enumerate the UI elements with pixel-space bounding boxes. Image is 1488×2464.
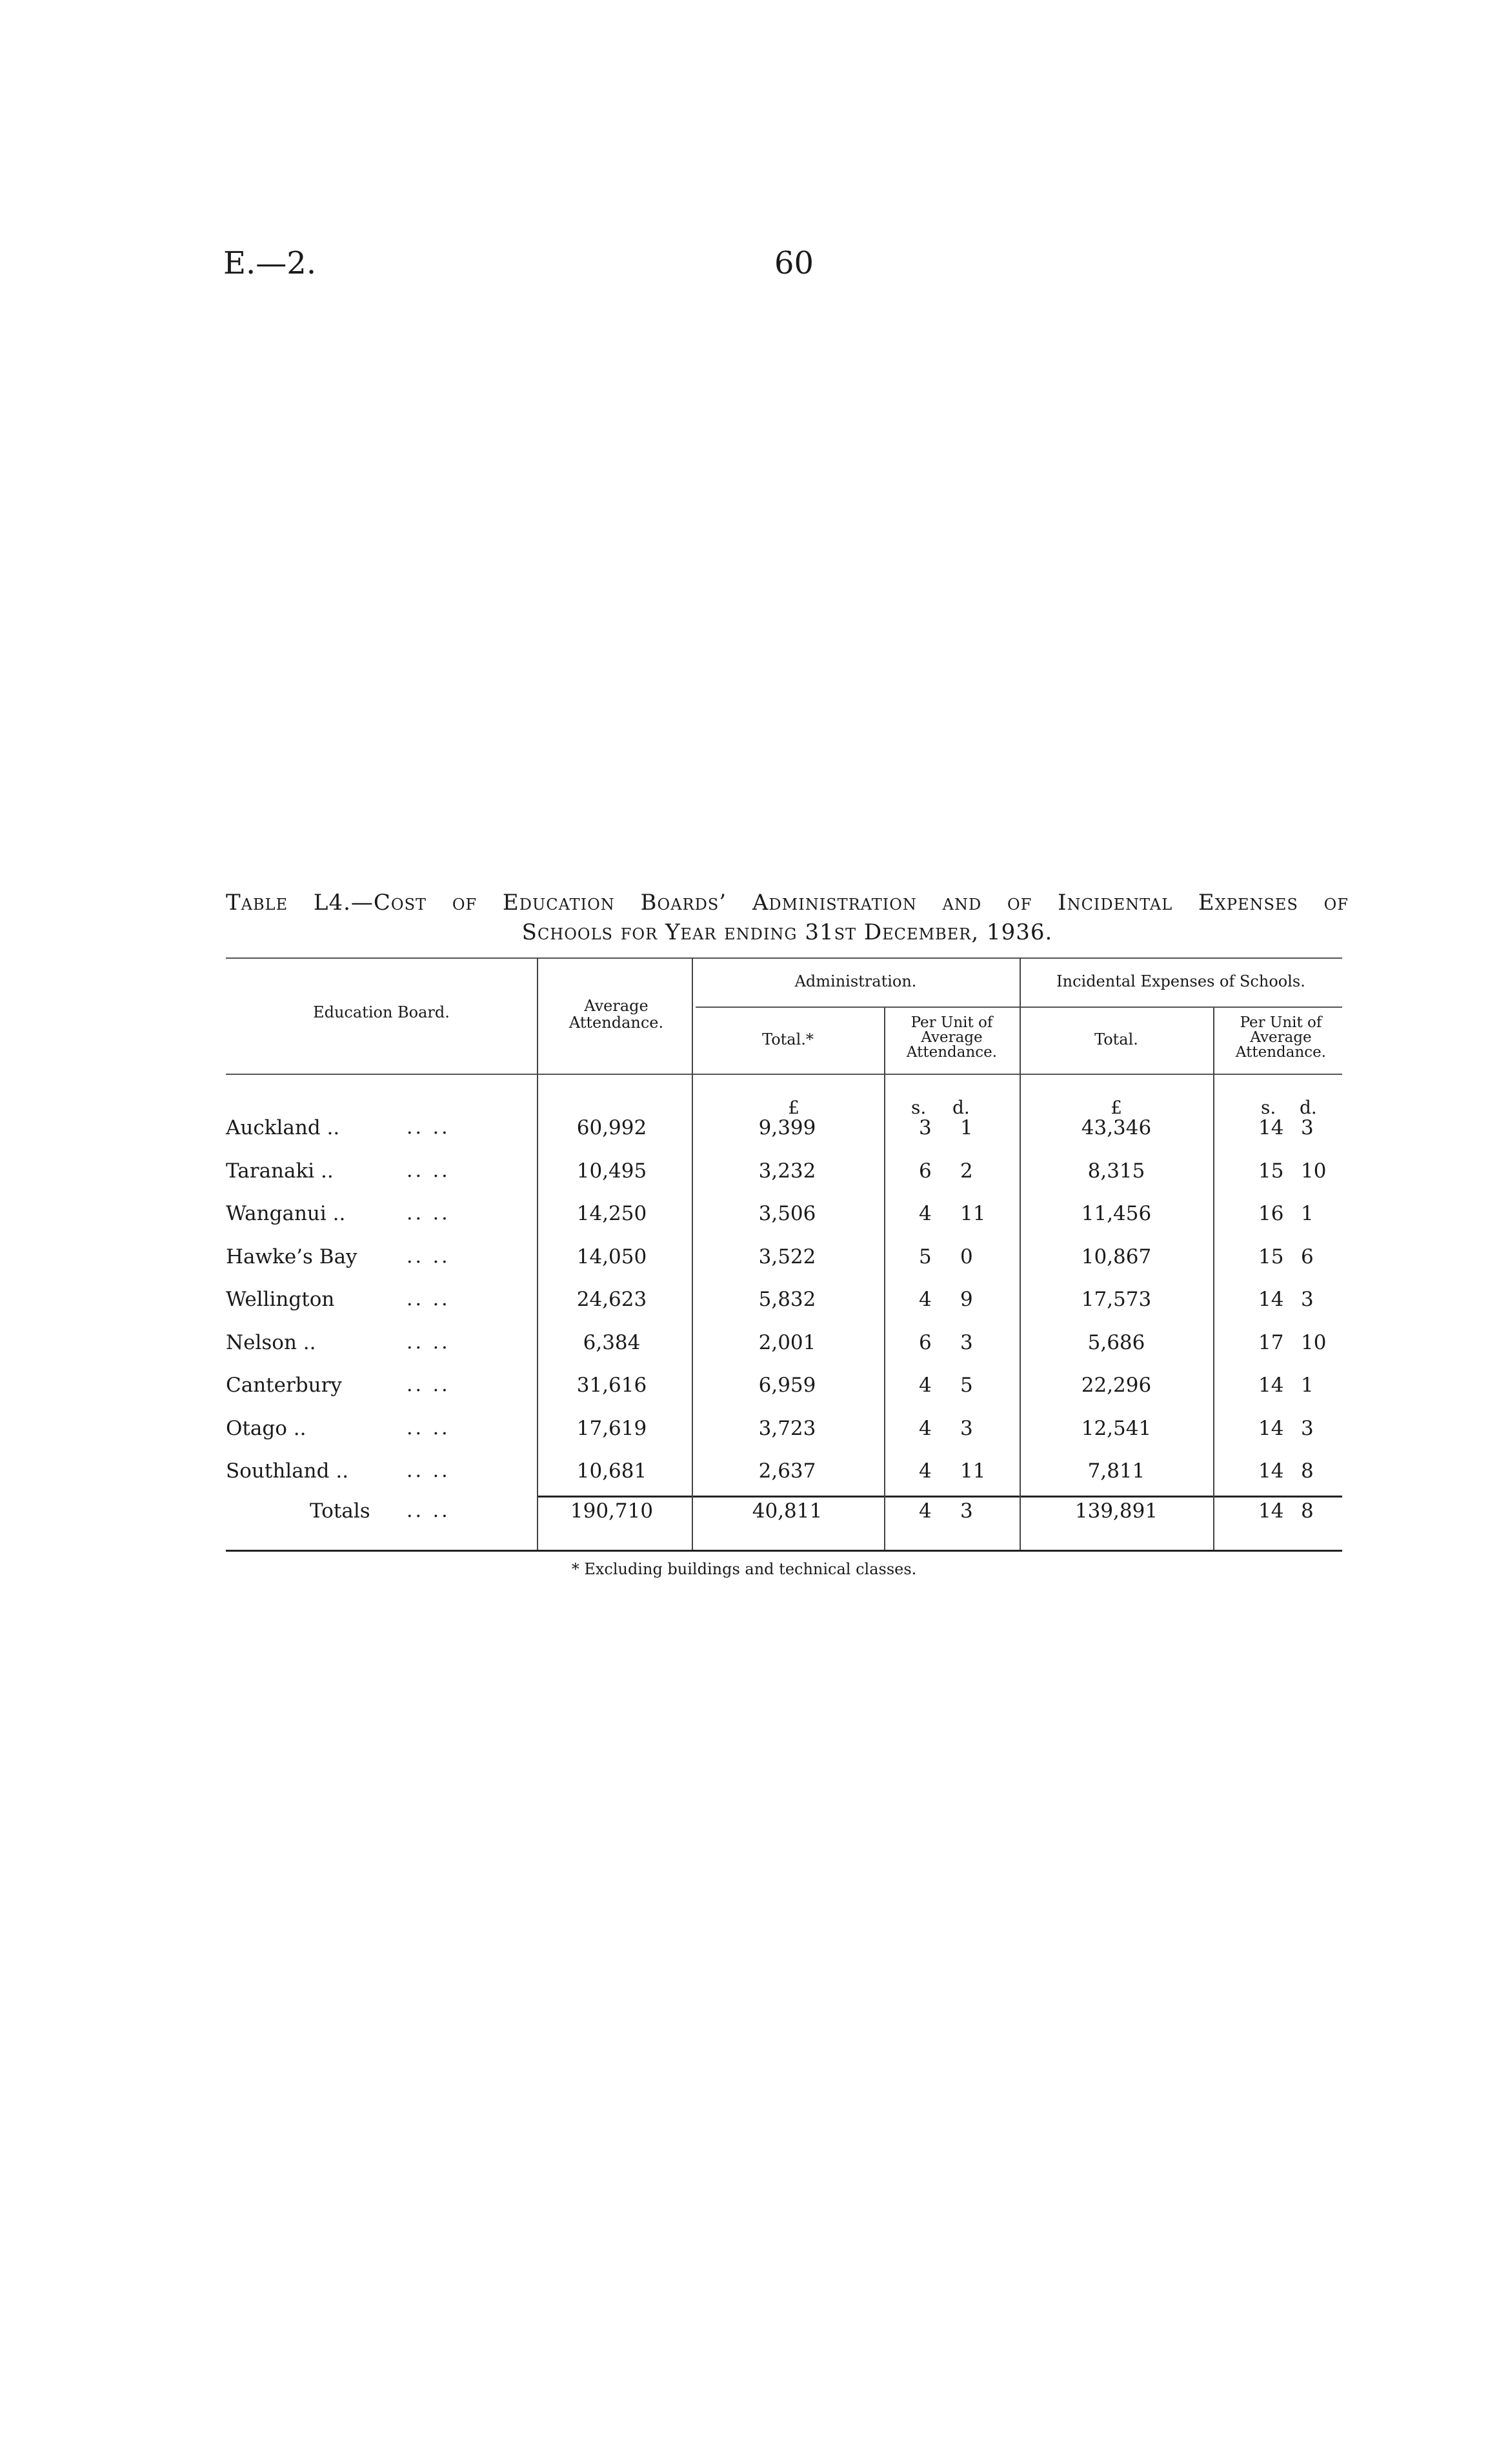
- row-admin-total: 3,723: [758, 1417, 816, 1440]
- row-admin-d: 3: [960, 1331, 973, 1354]
- row-admin-d: 5: [960, 1374, 973, 1397]
- table-title: [226, 888, 1349, 947]
- row-admin-total: 5,832: [758, 1288, 816, 1311]
- row-admin-d: 3: [960, 1417, 973, 1440]
- row-board: Otago ..: [226, 1417, 307, 1440]
- row-inc-d: 1: [1301, 1374, 1314, 1397]
- row-board: Wellington: [226, 1288, 335, 1311]
- header-admin-per-unit: Per Unit of Average Attendance.: [906, 1014, 998, 1061]
- row-admin-total: 6,959: [758, 1374, 816, 1397]
- header-education-board: Education Board.: [313, 1003, 450, 1021]
- row-attendance: 17,619: [576, 1417, 647, 1440]
- row-inc-total: 12,541: [1081, 1417, 1152, 1440]
- totals-attendance: 190,710: [570, 1499, 654, 1523]
- row-admin-total: 2,637: [758, 1459, 816, 1483]
- totals-admin-total: 40,811: [752, 1499, 823, 1523]
- table-title-line-1: Table L4.—Cost of Education Boards’ Administration and of Incidental Expenses of: [226, 890, 1349, 916]
- row-inc-s: 14: [1258, 1417, 1284, 1440]
- row-board: Hawke’s Bay: [226, 1245, 357, 1268]
- totals-admin-d: 3: [960, 1499, 973, 1523]
- row-inc-d: 10: [1301, 1331, 1327, 1354]
- column-divider: [884, 1008, 885, 1550]
- row-attendance: 31,616: [576, 1374, 647, 1397]
- row-admin-s: 6: [919, 1159, 932, 1183]
- row-inc-d: 3: [1301, 1116, 1314, 1139]
- column-divider: [537, 957, 538, 1550]
- row-inc-total: 43,346: [1081, 1116, 1152, 1139]
- table-top-rule: [226, 957, 1342, 959]
- column-divider: [1213, 1008, 1214, 1550]
- table-bottom-rule: [226, 1550, 1342, 1552]
- row-board: Nelson ..: [226, 1331, 316, 1354]
- row-admin-d: 1: [960, 1116, 973, 1139]
- row-attendance: 60,992: [576, 1116, 647, 1139]
- header-bottom-rule: [226, 1074, 1342, 1075]
- row-admin-s: 4: [919, 1202, 932, 1225]
- row-inc-total: 22,296: [1081, 1374, 1152, 1397]
- leader-dots: .. ..: [407, 1288, 450, 1310]
- leader-dots: .. ..: [407, 1459, 450, 1482]
- row-inc-d: 1: [1301, 1202, 1314, 1225]
- row-board: Southland ..: [226, 1459, 349, 1483]
- unit-shillings: s.: [911, 1097, 927, 1118]
- totals-inc-d: 8: [1301, 1499, 1314, 1523]
- header-inc-total: Total.: [1094, 1030, 1138, 1048]
- unit-pence: d.: [1300, 1097, 1317, 1118]
- table-title-line-2: Schools for Year ending 31st December, 1936.: [521, 919, 1053, 945]
- row-inc-s: 14: [1258, 1288, 1284, 1311]
- incidental-header-rule: [1021, 1007, 1342, 1008]
- leader-dots: .. ..: [407, 1331, 450, 1354]
- leader-dots: .. ..: [407, 1245, 450, 1268]
- row-inc-s: 14: [1258, 1116, 1284, 1139]
- row-admin-s: 4: [919, 1288, 932, 1311]
- header-incidental-expenses: Incidental Expenses of Schools.: [1056, 972, 1305, 990]
- row-inc-s: 15: [1258, 1159, 1284, 1183]
- row-board: Taranaki ..: [226, 1159, 334, 1183]
- row-inc-d: 3: [1301, 1288, 1314, 1311]
- unit-pound: £: [1111, 1097, 1122, 1118]
- row-board: Auckland ..: [226, 1116, 340, 1139]
- row-admin-s: 3: [919, 1116, 932, 1139]
- row-board: Wanganui ..: [226, 1202, 346, 1225]
- row-admin-d: 9: [960, 1288, 973, 1311]
- row-attendance: 10,681: [576, 1459, 647, 1483]
- row-admin-total: 3,506: [758, 1202, 816, 1225]
- row-inc-total: 8,315: [1087, 1159, 1145, 1183]
- row-inc-total: 17,573: [1081, 1288, 1152, 1311]
- row-inc-total: 10,867: [1081, 1245, 1152, 1268]
- row-admin-total: 3,232: [758, 1159, 816, 1183]
- page-reference: E.—2.: [223, 245, 317, 281]
- row-inc-total: 11,456: [1081, 1202, 1152, 1225]
- footnote: * Excluding buildings and technical classes.: [571, 1560, 917, 1578]
- row-admin-d: 2: [960, 1159, 973, 1183]
- totals-inc-s: 14: [1258, 1499, 1284, 1523]
- row-inc-d: 6: [1301, 1245, 1314, 1268]
- row-admin-total: 3,522: [758, 1245, 816, 1268]
- totals-inc-total: 139,891: [1074, 1499, 1158, 1523]
- leader-dots: .. ..: [407, 1417, 450, 1439]
- row-inc-s: 15: [1258, 1245, 1284, 1268]
- row-inc-d: 10: [1301, 1159, 1327, 1183]
- unit-pence: d.: [952, 1097, 970, 1118]
- row-admin-d: 11: [960, 1459, 986, 1483]
- leader-dots: .. ..: [407, 1159, 450, 1182]
- totals-label: Totals: [310, 1499, 370, 1523]
- unit-pound: £: [788, 1097, 799, 1118]
- leader-dots: .. ..: [407, 1116, 450, 1139]
- row-inc-s: 16: [1258, 1202, 1284, 1225]
- row-board: Canterbury: [226, 1374, 342, 1397]
- row-attendance: 14,250: [576, 1202, 647, 1225]
- header-average-attendance: Average Attendance.: [568, 997, 664, 1032]
- row-attendance: 14,050: [576, 1245, 647, 1268]
- row-admin-s: 6: [919, 1331, 932, 1354]
- row-inc-s: 17: [1258, 1331, 1284, 1354]
- row-attendance: 24,623: [576, 1288, 647, 1311]
- unit-shillings: s.: [1261, 1097, 1276, 1118]
- totals-rule: [537, 1496, 1342, 1497]
- row-admin-d: 0: [960, 1245, 973, 1268]
- row-inc-s: 14: [1258, 1459, 1284, 1483]
- totals-admin-s: 4: [919, 1499, 932, 1523]
- header-admin-total: Total.*: [762, 1030, 814, 1048]
- row-inc-d: 3: [1301, 1417, 1314, 1440]
- row-admin-d: 11: [960, 1202, 986, 1225]
- row-inc-d: 8: [1301, 1459, 1314, 1483]
- row-admin-total: 9,399: [758, 1116, 816, 1139]
- row-inc-s: 14: [1258, 1374, 1284, 1397]
- row-attendance: 6,384: [583, 1331, 641, 1354]
- row-inc-total: 5,686: [1087, 1331, 1145, 1354]
- row-admin-total: 2,001: [758, 1331, 816, 1354]
- row-admin-s: 4: [919, 1417, 932, 1440]
- header-inc-per-unit: Per Unit of Average Attendance.: [1235, 1014, 1327, 1061]
- row-admin-s: 5: [919, 1245, 932, 1268]
- row-attendance: 10,495: [576, 1159, 647, 1183]
- row-admin-s: 4: [919, 1459, 932, 1483]
- header-administration: Administration.: [794, 972, 917, 990]
- page-number: 60: [774, 245, 814, 281]
- admin-header-rule: [696, 1007, 1020, 1008]
- leader-dots: .. ..: [407, 1499, 450, 1522]
- row-admin-s: 4: [919, 1374, 932, 1397]
- row-inc-total: 7,811: [1087, 1459, 1145, 1483]
- leader-dots: .. ..: [407, 1202, 450, 1225]
- leader-dots: .. ..: [407, 1374, 450, 1396]
